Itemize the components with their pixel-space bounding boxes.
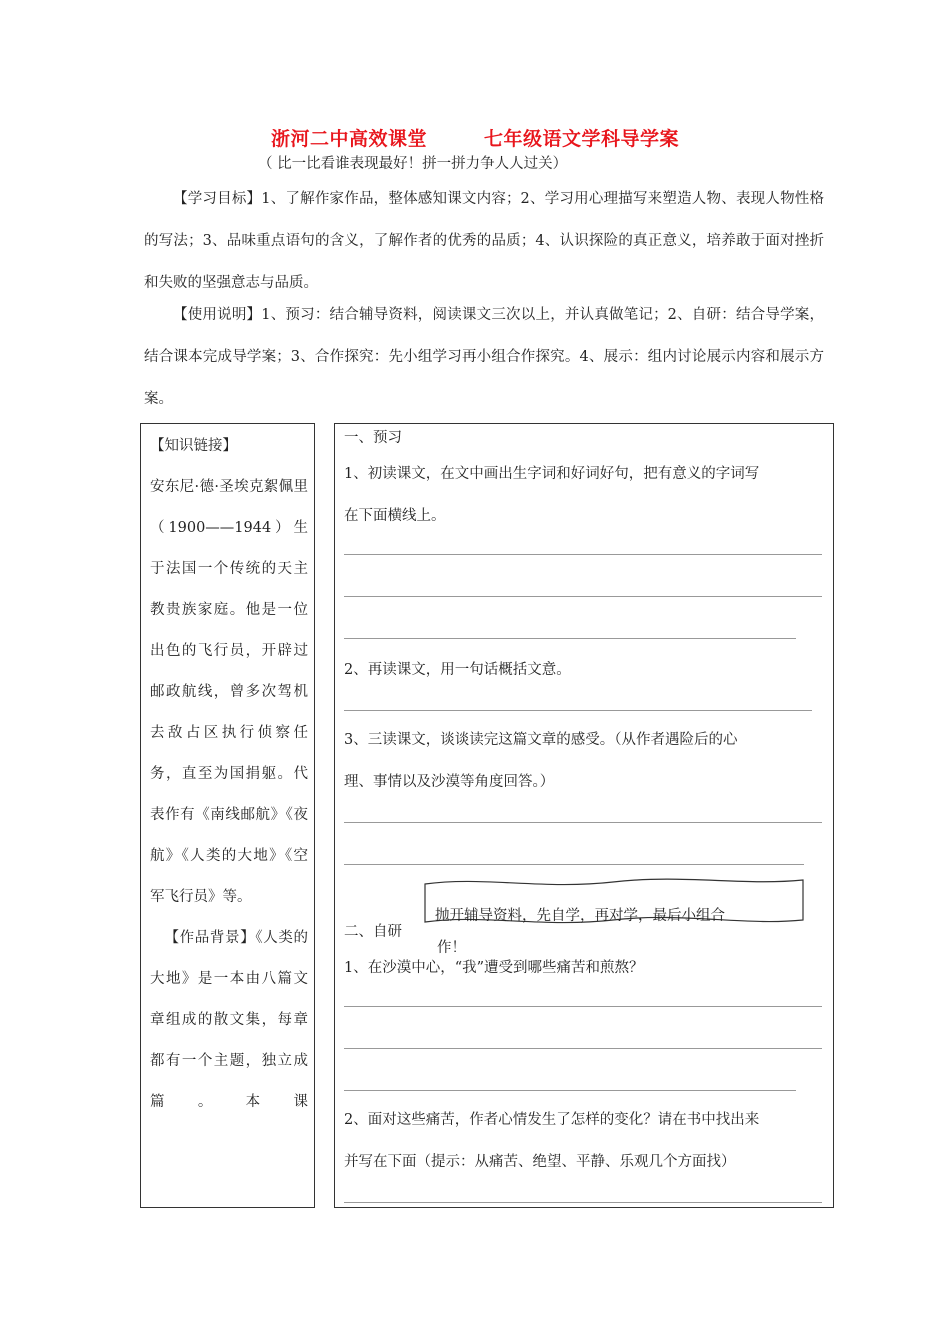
question-3-line-a: 3、三读课文，谈谈读完这篇文章的感受。（从作者遇险后的心 [344,732,738,748]
self-study-question-2-line-a: 2、面对这些痛苦，作者心情发生了怎样的变化？请在书中找出来 [344,1112,760,1128]
answer-line[interactable] [344,1090,796,1091]
exercise-column [334,423,834,1208]
author-bio: 安东尼·德·圣埃克絮佩里（1900——1944）生于法国一个传统的天主教贵族家庭。他是一位出色的飞行员，开辟过邮政航线，曾多次驾机去敌占区执行侦察任务，直至为国捐躯。代表作有《南线邮航》《夜航》《人类的大地》《空军飞行员》等。 [150,479,308,905]
question-3-line-b: 理、事情以及沙漠等角度回答。） [344,774,555,790]
preview-heading: 一、预习 [344,430,402,446]
answer-line[interactable] [344,864,804,865]
knowledge-link-column [140,423,315,1208]
learning-goals: 【学习目标】1、了解作家作品，整体感知课文内容；2、学习用心理描写来塑造人物、表现人物性格的写法；3、品味重点语句的含义，了解作者的优秀的品质；4、认识探险的真正意义，培养敢于面对挫折和失败的坚强意志与品质。 [144,191,824,291]
answer-line[interactable] [344,1202,822,1203]
self-study-question-2-line-b: 并写在下面（提示：从痛苦、绝望、平静、乐观几个方面找） [344,1154,736,1170]
answer-line[interactable] [344,710,812,711]
answer-line[interactable] [344,638,796,639]
knowledge-link-heading: 【知识链接】 [150,438,237,454]
work-background: 【作品背景】《人类的大地》是一本由八篇文章组成的散文集，每章都有一个主题，独立成篇。本课 [150,930,308,1110]
question-1-line-b: 在下面横线上。 [344,508,446,524]
page-title: 浙河二中高效课堂 七年级语文学科导学案 [271,128,679,150]
page-subtitle: （ 比一比看谁表现最好！拼一拼力争人人过关） [258,156,568,172]
self-study-question-1: 1、在沙漠中心，“我”遭受到哪些痛苦和煎熬？ [344,960,644,976]
answer-line[interactable] [344,822,822,823]
question-2: 2、再读课文，用一句话概括文意。 [344,662,571,678]
banner-text-b: 作！ [437,940,466,956]
instruction-banner [423,876,803,924]
answer-line[interactable] [344,554,822,555]
answer-line[interactable] [344,1048,822,1049]
question-1-line-a: 1、初读课文，在文中画出生字词和好词好句，把有意义的字词写 [344,466,760,482]
self-study-heading: 二、自研 [344,924,402,940]
answer-line[interactable] [344,1006,822,1007]
banner-text-a: 抛开辅导资料，先自学，再对学，最后小组合 [435,908,725,924]
usage-instructions: 【使用说明】1、预习：结合辅导资料，阅读课文三次以上，并认真做笔记；2、自研：结合导学案，结合课本完成导学案；3、合作探究：先小组学习再小组合作探究。4、展示：组内讨论展示内容和展示方案。 [144,307,824,407]
answer-line[interactable] [344,596,822,597]
knowledge-link-text [150,426,308,1123]
